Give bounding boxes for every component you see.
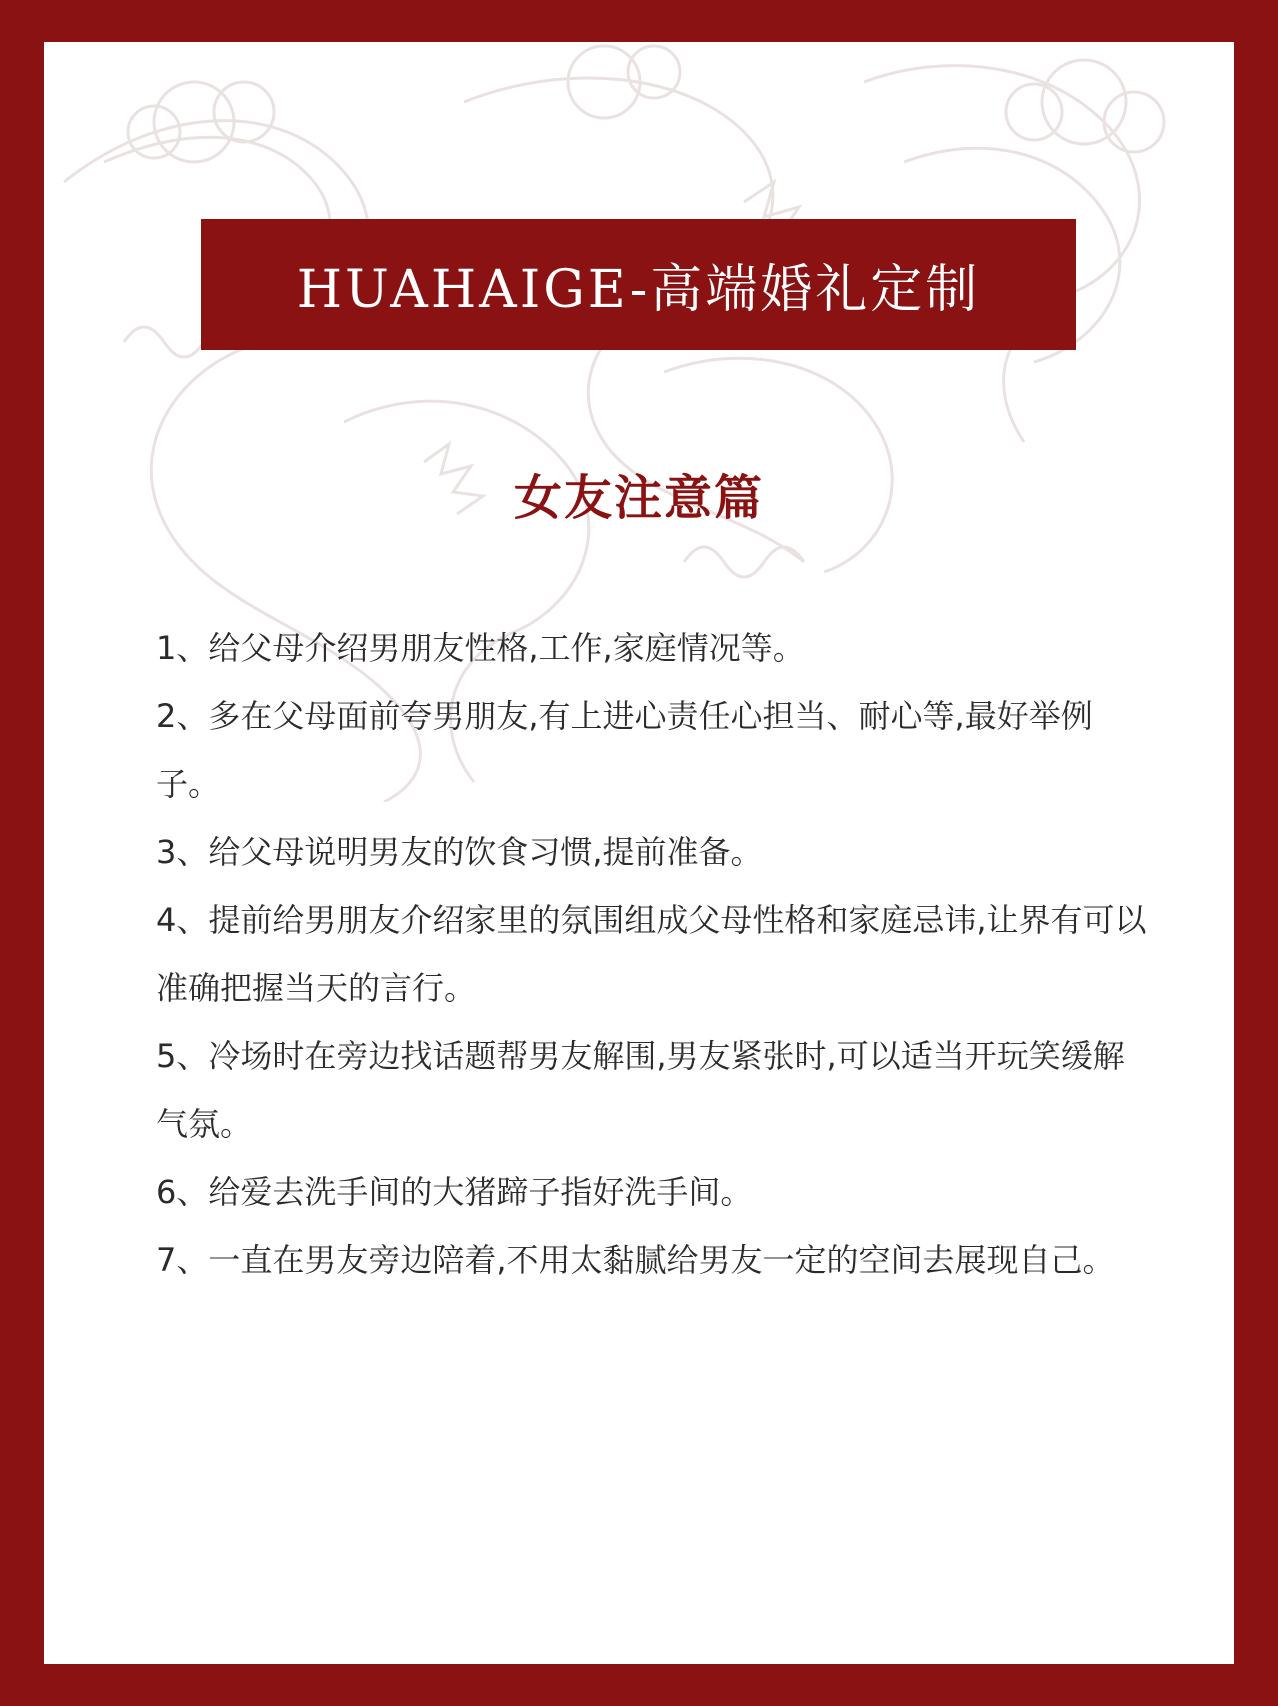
list-item: 5、冷场时在旁边找话题帮男友解围,男友紧张时,可以适当开玩笑缓解气氛。 — [156, 1037, 1125, 1143]
title-banner — [201, 219, 1076, 350]
content-card — [44, 42, 1234, 1664]
list-item: 7、一直在男友旁边陪着,不用太黏腻给男友一定的空间去展现自己。 — [156, 1241, 1115, 1279]
banner-title: HUAHAIGE-高端婚礼定制 — [296, 260, 981, 320]
list-item: 4、提前给男朋友介绍家里的氛围组成父母性格和家庭忌讳,让界有可以准确把握当天的言行。 — [156, 901, 1147, 1007]
list-item: 3、给父母说明男友的饮食习惯,提前准备。 — [156, 833, 763, 871]
list-item: 2、多在父母面前夸男朋友,有上进心责任心担当、耐心等,最好举例子。 — [156, 697, 1093, 803]
list-item: 1、给父母介绍男朋友性格,工作,家庭情况等。 — [156, 629, 805, 667]
list-item: 6、给爱去洗手间的大猪蹄子指好洗手间。 — [156, 1173, 753, 1211]
tips-list — [156, 614, 1156, 1294]
section-subtitle: 女友注意篇 — [513, 470, 764, 526]
